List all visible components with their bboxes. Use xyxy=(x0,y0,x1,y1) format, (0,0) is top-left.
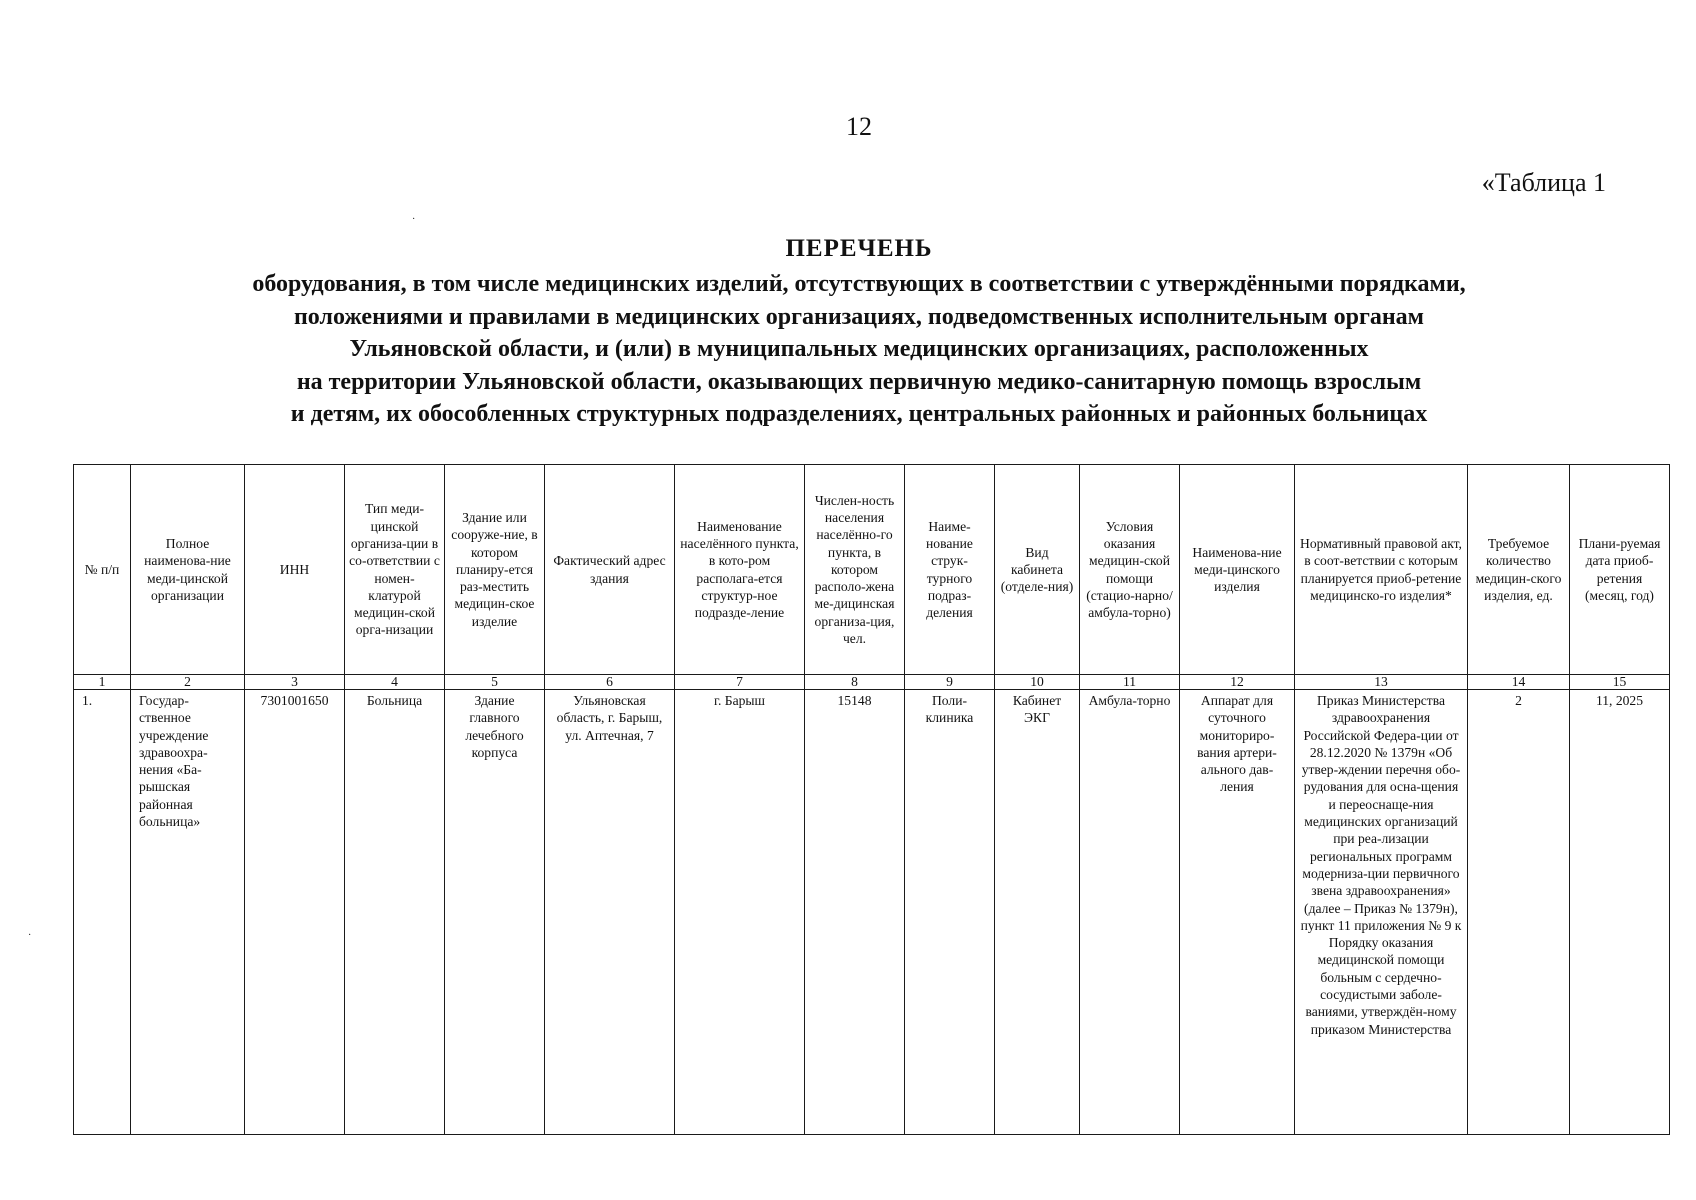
cell-cabinet-type: Кабинет ЭКГ xyxy=(995,690,1080,1135)
cell-inn: 7301001650 xyxy=(245,690,345,1135)
cell-care-conditions: Амбула-торно xyxy=(1080,690,1180,1135)
column-number: 15 xyxy=(1570,675,1670,690)
column-number-row xyxy=(74,675,1670,690)
cell-device-name: Аппарат для суточного мониториро-вания артери-ального дав-ления xyxy=(1180,690,1295,1135)
subtitle-line: оборудования, в том числе медицинских изделий, отсутствующих в соответствии с утверждёнными порядками, xyxy=(252,271,1466,297)
header-cell: № п/п xyxy=(74,465,131,675)
table-reference: «Таблица 1 xyxy=(1481,168,1606,197)
cell-legal-act: Приказ Министерства здравоохранения Российской Федера-ции от 28.12.2020 № 1379н «Об утвер-ждении перечня обо-рудования для осна-щения и переоснаще-ния медицинских организаций при реа-лизации региональных программ модерниза-ции первичного звена здравоохранения» (далее – Приказ № 1379н), пункт 11 приложения № 9 к Порядку оказания медицинской помощи больным с сердечно-сосудистыми заболе-ваниями, утверждён-ному приказом Министерства xyxy=(1295,690,1468,1135)
cell-building: Здание главного лечебного корпуса xyxy=(445,690,545,1135)
header-cell: Плани-руемая дата приоб-ретения (месяц, год) xyxy=(1570,465,1670,675)
header-cell: Нормативный правовой акт, в соот-ветствии с которым планируется приоб-ретение медицинско-го изделия* xyxy=(1295,465,1468,675)
header-cell: Тип меди-цинской организа-ции в со-ответствии с номен-клатурой медицин-ской орга-низации xyxy=(345,465,445,675)
column-number: 11 xyxy=(1080,675,1180,690)
header-cell: Вид кабинета (отделе-ния) xyxy=(995,465,1080,675)
cell-organization-type: Больница xyxy=(345,690,445,1135)
cell-organization-name: Государ-ственное учреждение здравоохра-нения «Ба-рышская районная больница» xyxy=(131,690,245,1135)
column-number: 7 xyxy=(675,675,805,690)
header-cell: Условия оказания медицин-ской помощи (стацио-нарно/ амбула-торно) xyxy=(1080,465,1180,675)
header-cell: Числен-ность населения населённо-го пункта, в котором располо-жена ме-дицинская организа-ция, чел. xyxy=(805,465,905,675)
header-cell: Здание или сооруже-ние, в котором планиру-ется раз-местить медицин-ское изделие xyxy=(445,465,545,675)
column-number: 6 xyxy=(545,675,675,690)
scan-speck: · xyxy=(412,214,416,225)
column-number: 2 xyxy=(131,675,245,690)
subtitle-line: на территории Ульяновской области, оказывающих первичную медико-санитарную помощь взрослым xyxy=(296,368,1422,395)
cell-planned-date: 11, 2025 xyxy=(1570,690,1670,1135)
column-number: 3 xyxy=(245,675,345,690)
table-header-row xyxy=(74,465,1670,675)
column-number: 8 xyxy=(805,675,905,690)
equipment-table xyxy=(73,464,1670,1135)
column-number: 10 xyxy=(995,675,1080,690)
column-number: 9 xyxy=(905,675,995,690)
cell-population: 15148 xyxy=(805,690,905,1135)
cell-subdivision: Поли-клиника xyxy=(905,690,995,1135)
cell-row-number: 1. xyxy=(74,690,131,1135)
column-number: 12 xyxy=(1180,675,1295,690)
header-cell: Фактический адрес здания xyxy=(545,465,675,675)
column-number: 1 xyxy=(74,675,131,690)
header-cell: Полное наименова-ние меди-цинской организации xyxy=(131,465,245,675)
document-subtitle xyxy=(120,268,1598,431)
subtitle-line: и детям, их обособленных структурных подразделениях, центральных районных и районных больницах xyxy=(290,401,1428,427)
subtitle-line: положениями и правилами в медицинских организациях, подведомственных исполнительным органам xyxy=(293,303,1425,330)
scan-speck: · xyxy=(28,930,32,941)
header-cell: Требуемое количество медицин-ского изделия, ед. xyxy=(1468,465,1570,675)
cell-address: Ульяновская область, г. Барыш, ул. Аптечная, 7 xyxy=(545,690,675,1135)
header-cell: Наименование населённого пункта, в кото-ром располага-ется структур-ное подразде-ление xyxy=(675,465,805,675)
subtitle-line: Ульяновской области, и (или) в муниципальных медицинских организациях, расположенных xyxy=(349,336,1369,362)
header-cell: ИНН xyxy=(245,465,345,675)
document-title: ПЕРЕЧЕНЬ xyxy=(785,235,933,262)
header-cell: Наименова-ние меди-цинского изделия xyxy=(1180,465,1295,675)
column-number: 13 xyxy=(1295,675,1468,690)
cell-quantity: 2 xyxy=(1468,690,1570,1135)
table-row xyxy=(74,690,1670,1135)
column-number: 4 xyxy=(345,675,445,690)
column-number: 5 xyxy=(445,675,545,690)
cell-settlement: г. Барыш xyxy=(675,690,805,1135)
page-number: 12 xyxy=(846,112,872,141)
header-cell: Наиме-нование струк-турного подраз-деления xyxy=(905,465,995,675)
column-number: 14 xyxy=(1468,675,1570,690)
